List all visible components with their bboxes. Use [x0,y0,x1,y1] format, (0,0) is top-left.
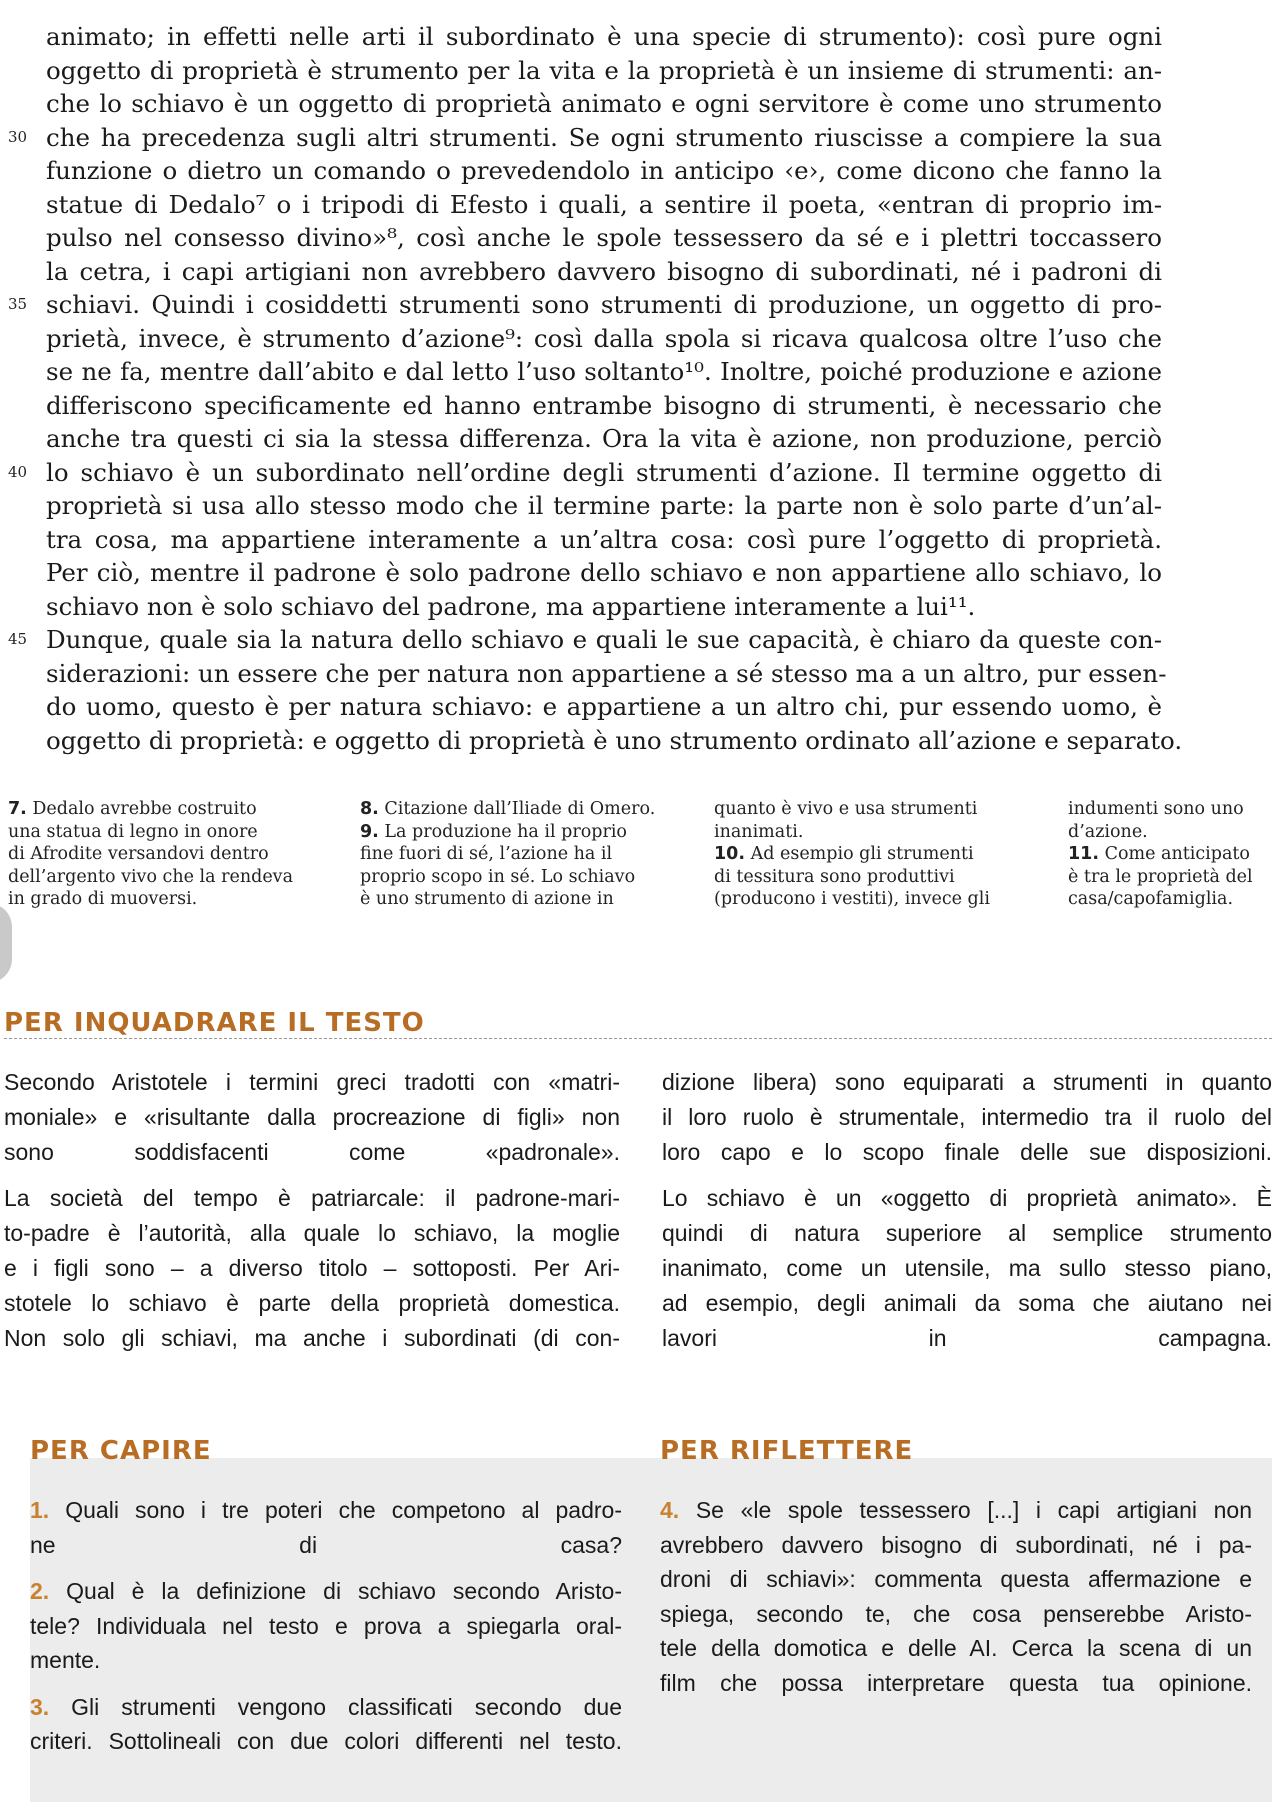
context-line: Non solo gli schiavi, ma anche i subordinati (di con- [4,1325,620,1351]
text-line-content: animato; in effetti nelle arti il subordinato è una specie di strumento): così pure ogni [46,22,1162,51]
text-line [46,355,1162,389]
question-line [660,1562,1252,1597]
footnote-column-2 [360,798,695,911]
text-line [46,188,1162,222]
footnote-column-4 [1068,798,1272,911]
footnote-line: 11. Come anticipato [1068,844,1250,864]
question-line [660,1493,1252,1528]
text-line-content: oggetto di proprietà è strumento per la vita e la proprietà è un insieme di strumenti: an- [46,55,1162,85]
text-line-content: tra cosa, ma appartiene interamente a un’altra cosa: così pure l’oggetto di proprietà. [46,524,1162,554]
footnote-number: 10. [714,844,746,864]
footnote-line: indumenti sono uno [1068,799,1244,819]
text-line-content: che lo schiavo è un oggetto di proprietà animato e ogni servitore è come uno strumento [46,89,1162,118]
question-line [30,1528,622,1563]
context-paragraph [662,1181,1272,1356]
text-line-content: anche tra questi ci sia la stessa differenza. Ora la vita è azione, non produzione, perciò [46,424,1162,453]
context-paragraph [662,1065,1272,1170]
footnote-column-1 [8,798,338,911]
question-text: Qual è la definizione di schiavo secondo Aristo- [66,1578,622,1604]
question-text: Se «le spole tessessero [...] i capi artigiani non [695,1497,1252,1523]
footnote-line: di tessitura sono produttivi [714,866,955,887]
footnote-line: d’azione. [1068,821,1148,842]
text-line [46,523,1162,557]
text-line [46,556,1162,590]
context-line: loro capo e lo scopo finale delle sue disposizioni. [662,1139,1272,1165]
context-paragraph [4,1181,620,1356]
text-line-content: do uomo, questo è per natura schiavo: e appartiene a un altro chi, pur essendo uomo, è [46,692,1162,721]
context-line: lavori in campagna. [662,1325,1272,1351]
question-line [30,1643,622,1678]
context-line: Lo schiavo è un «oggetto di proprietà animato». È [662,1185,1272,1211]
question [660,1493,1252,1700]
question-line [660,1528,1252,1563]
question [30,1493,622,1562]
question-text: mente. [30,1647,101,1673]
question-line [30,1724,622,1759]
footnote-line: fine fuori di sé, l’azione ha il [360,844,613,864]
footnote-line: 9. La produzione ha il proprio [360,821,627,842]
context-line: quindi di natura superiore al semplice strumento [662,1220,1272,1246]
context-line: to-padre è l’autorità, alla quale lo schiavo, la moglie [4,1220,620,1246]
footnote-number: 11. [1068,844,1100,864]
question-line [660,1666,1252,1701]
footnote-line: 10. Ad esempio gli strumenti [714,844,974,864]
text-line [8,623,1162,657]
text-line-content: oggetto di proprietà: e oggetto di proprietà è uno strumento ordinato all’azione e separato. [46,725,1183,755]
riflettere-title: PER RIFLETTERE [660,1436,914,1466]
line-number: 35 [8,295,28,313]
text-line [46,690,1162,724]
capire-title: PER CAPIRE [30,1436,212,1466]
footnote-line: è uno strumento di azione in [360,889,614,909]
main-text [8,20,1183,757]
text-line [46,657,1167,691]
question-number: 1. [30,1497,50,1523]
footnotes [8,798,1272,948]
question-text: ne di casa? [30,1531,622,1558]
question [30,1690,622,1759]
context-line: stotele lo schiavo è parte della proprietà domestica. [4,1290,620,1316]
question-number: 2. [30,1578,50,1604]
text-line-content: lo schiavo è un subordinato nell’ordine degli strumenti d’azione. Il termine oggetto di [46,457,1162,487]
question-text: tele della domotica e delle AI. Cerca la scena di un [660,1635,1252,1661]
footnote-line: quanto è vivo e usa strumenti [714,799,978,819]
context-line: moniale» e «risultante dalla procreazione di figli» non [4,1104,620,1130]
question-text: spiega, secondo te, che cosa penserebbe Aristo- [660,1600,1252,1627]
footnote-line: in grado di muoversi. [8,889,198,909]
text-line [46,389,1162,423]
text-line [46,422,1162,456]
text-line [46,20,1162,54]
question-number: 3. [30,1693,50,1720]
question-text: Quali sono i tre poteri che competono al padro- [65,1497,622,1523]
text-line [46,87,1162,121]
footnote-line: casa/capofamiglia. [1068,889,1234,909]
text-line [46,724,1183,758]
text-line [8,288,1162,322]
question-line [30,1574,622,1609]
text-line [46,221,1162,255]
context-line: ad esempio, degli animali da soma che aiutano nei [662,1290,1272,1316]
context-line: e i figli sono – a diverso titolo – sottoposti. Per Ari- [4,1255,620,1281]
text-line [46,590,1162,624]
footnote-line: dell’argento vivo che la rendeva [8,866,293,887]
context-line: Secondo Aristotele i termini greci tradotti con «matri- [4,1069,620,1095]
question-text: tele? Individuala nel testo e prova a spiegarla oral- [30,1612,622,1639]
text-line [46,54,1162,88]
footnote-line: 8. Citazione dall’Iliade di Omero. [360,799,656,819]
context-line: dizione libera) sono equiparati a strumenti in quanto [662,1069,1272,1095]
text-line-content: la cetra, i capi artigiani non avrebbero davvero bisogno di subordinati, né i padroni di [46,256,1162,286]
question-line [660,1597,1252,1632]
footnote-line: proprio scopo in sé. Lo schiavo [360,866,636,887]
context-line: inanimato, come un utensile, ma sullo stesso piano, [662,1255,1272,1281]
question-line [660,1631,1252,1666]
question-text: film che possa interpretare questa tua opinione. [660,1669,1252,1696]
text-line-content: se ne fa, mentre dall’abito e dal letto l’uso soltanto¹⁰. Inoltre, poiché produzione e azione [46,357,1162,386]
question-text: criteri. Sottolineali con due colori differenti nel testo. [30,1728,622,1754]
text-line [46,154,1162,188]
text-line-content: siderazioni: un essere che per natura non appartiene a sé stesso ma a un altro, pur essen- [46,658,1167,688]
text-line [46,489,1162,523]
footnote-number: 7. [8,799,27,819]
context-line: La società del tempo è patriarcale: il padrone-mari- [4,1185,620,1211]
line-number: 40 [8,462,28,481]
footnote-line: è tra le proprietà del [1068,866,1253,887]
line-number: 45 [8,630,28,648]
text-line-content: che ha precedenza sugli altri strumenti. Se ogni strumento riuscisse a compiere la sua [46,122,1162,152]
question [30,1574,622,1678]
footnote-line: di Afrodite versandovi dentro [8,844,269,864]
text-line-content: proprietà si usa allo stesso modo che il termine parte: la parte non è solo parte d’un’al- [46,491,1162,520]
riflettere-questions [660,1493,1252,1700]
question-text: droni di schiavi»: commenta questa affermazione e [660,1566,1252,1592]
text-line-content: pulso nel consesso divino»⁸, così anche le spole tessessero da sé e i plettri toccassero [46,223,1162,252]
footnote-line: (producono i vestiti), invece gli [714,889,990,909]
capire-questions [30,1493,622,1759]
question-line [30,1493,622,1528]
text-line-content: funzione o dietro un comando o prevedendolo in anticipo ‹e›, come dicono che fanno la [46,156,1162,185]
text-line [8,121,1162,155]
footnote-line: 7. Dedalo avrebbe costruito [8,799,257,819]
section-title: PER INQUADRARE IL TESTO [4,1008,425,1038]
text-line [46,255,1162,289]
context-line: il loro ruolo è strumentale, intermedio tra il ruolo del [662,1104,1272,1130]
context-paragraph [4,1065,620,1170]
footnote-line: inanimati. [714,821,804,842]
footnote-line: una statua di legno in onore [8,821,258,842]
context-column-right [662,1065,1272,1356]
dashed-divider [4,1038,1272,1039]
question-number: 4. [660,1497,680,1523]
text-line-content: schiavi. Quindi i cosiddetti strumenti sono strumenti di produzione, un oggetto di pro- [46,290,1162,319]
line-number: 30 [8,127,28,146]
question-line [30,1609,622,1644]
text-line-content: schiavo non è solo schiavo del padrone, ma appartiene interamente a lui¹¹. [46,591,976,621]
question-text: avrebbero davvero bisogno di subordinati, né i pa- [660,1531,1252,1558]
text-line-content: prietà, invece, è strumento d’azione⁹: così dalla spola si ricava qualcosa oltre l’uso che [46,323,1162,353]
footnote-column-3 [714,798,1044,911]
text-line [8,456,1162,490]
question-text: Gli strumenti vengono classificati secondo due [71,1693,623,1720]
footnote-number: 8. [360,799,379,819]
text-line [46,322,1162,356]
text-line-content: Per ciò, mentre il padrone è solo padrone dello schiavo e non appartiene allo schiavo, lo [46,558,1162,587]
text-line-content: differiscono specificamente ed hanno entrambe bisogno di strumenti, è necessario che [46,390,1162,420]
footnote-number: 9. [360,821,379,842]
question-line [30,1690,622,1725]
context-line: sono soddisfacenti come «padronale». [4,1139,620,1165]
context-column-left [4,1065,620,1356]
text-line-content: statue di Dedalo⁷ o i tripodi di Efesto i quali, a sentire il poeta, «entran di proprio im- [46,189,1162,219]
text-line-content: Dunque, quale sia la natura dello schiavo e quali le sue capacità, è chiaro da queste con- [46,625,1162,654]
